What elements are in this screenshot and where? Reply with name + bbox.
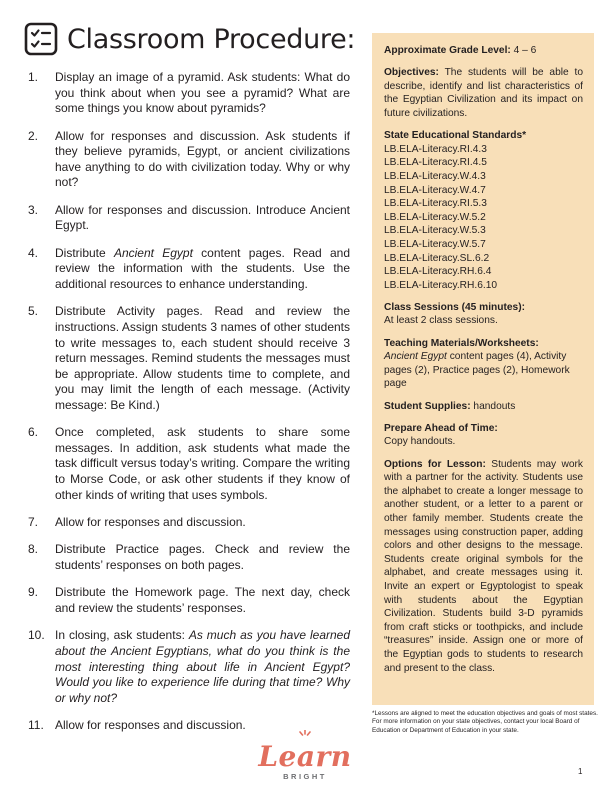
standard-item: LB.ELA-Literacy.W.5.3 [384,225,486,237]
standards-footnote: *Lessons are aligned to meet the education objectives and goals of most states. For more information on your state objectives, contact your local Board of Education or Department of Education in your state. [372,710,598,734]
standard-item: LB.ELA-Literacy.W.4.3 [384,170,486,182]
step-text: Allow for responses and discussion. Ask students if they believe pyramids, Egypt, or ancient civilizations have anything to do with civilization today. Why or why not? [55,128,350,190]
emphasis-text: As much as you have learned about the Ancient Egyptians, what do you think is the most interesting thing about life in Ancient Egypt? Would you like to experience life during that time? Why or why not? [55,628,351,705]
step-number: 7. [28,515,39,530]
standards-list [384,143,583,293]
step-text: Allow for responses and discussion. [55,718,246,733]
grade-level [384,44,583,58]
standard-item: LB.ELA-Literacy.RI.4.5 [384,157,487,169]
objectives-text: The students will be able to describe, identify and list characteristics of the Egyptian Civilization and its impact on future civilizations. [384,67,583,119]
class-sessions-text: At least 2 class sessions. [384,315,498,327]
student-supplies [384,400,583,414]
student-supplies-text: handouts [470,400,516,412]
standard-item: LB.ELA-Literacy.W.5.2 [384,211,486,223]
logo-word: Learn [258,740,352,773]
page-title: Classroom Procedure: [67,23,356,55]
emphasis-text: Ancient Egypt [113,245,193,260]
prepare-ahead-label: Prepare Ahead of Time: [384,422,498,434]
learn-bright-logo [255,734,355,784]
list-item [28,304,350,413]
lesson-options [384,458,583,676]
list-item [28,129,350,191]
prepare-ahead-text: Copy handouts. [384,436,456,448]
step-text: Allow for responses and discussion. [55,515,246,530]
lesson-options-text: Students may work with a partner for the activity. Students use the alphabet to create a longer message to another student, or a letter to a parent or other family member. Students create the messages using construction paper, adding colors and other designs to the message. Students create original symbols for the alphabet, and create messages using it. Invite an expert or Egyptologist to speak with students about the Egyptian Civilization. Students build 3-D pyramids from craft sticks or toothpicks, and include “treasures” inside. Assign one or more of the Egyptian gods to students to research and present to the class. [384,458,583,674]
step-text: Display an image of a pyramid. Ask students: What do you think about when you see a pyramid? What are some things you know about pyramids? [55,70,350,116]
step-text: Distribute Practice pages. Check and review the students’ responses on both pages. [55,542,350,573]
standard-item: LB.ELA-Literacy.RI.4.3 [384,143,487,155]
teaching-materials-text: Ancient Egypt content pages (4), Activity pages (2), Practice pages (2), Homework page [384,351,570,390]
objectives-label: Objectives: [384,67,439,79]
teaching-materials-label: Teaching Materials/Worksheets: [384,337,539,349]
step-text: Once completed, ask students to share some messages. In addition, ask students what made the task difficult versus today’s writing. Compare the writing to Morse Code, or ask other students if they know of other kinds of writing that uses symbols. [55,425,350,502]
standards [384,129,583,292]
standards-label: State Educational Standards* [384,130,527,142]
standard-item: LB.ELA-Literacy.RH.6.4 [384,266,492,278]
step-text: Distribute Ancient Egypt content pages. Read and review the information with the students. Use the additional resources to enhance understanding. [55,245,350,291]
step-text: Distribute the Homework page. The next day, check and review the students’ responses. [55,585,350,615]
page-number: 1 [578,767,583,776]
step-number: 10. [28,628,45,643]
step-number: 4. [28,245,39,260]
step-text: In closing, ask students: As much as you have learned about the Ancient Egyptians, what do you think is the most interesting thing about life in Ancient Egypt? Would you like to experience life during that time? Why or why not? [55,628,351,705]
step-number: 3. [28,202,39,217]
list-item [28,542,350,573]
standard-item: LB.ELA-Literacy.SL.6.2 [384,252,490,264]
emphasis-text: Ancient Egypt [384,351,447,363]
page-header [24,22,355,56]
standard-item: LB.ELA-Literacy.W.5.7 [384,238,486,250]
grade-level-label: Approximate Grade Level: [384,45,511,56]
list-item [28,515,350,531]
objectives [384,66,583,120]
lesson-info-sidebar [372,33,594,705]
step-text: Distribute Activity pages. Read and review the instructions. Assign students 3 names of other students to write messages to, each student should receive 3 return messages. Remind students the messages must be appropriate. Allow students time to complete, and you may limit the length of each message. (Activity message: Be Kind.) [55,304,350,412]
list-item [28,425,350,503]
step-number: 8. [28,542,39,557]
list-item [28,628,350,706]
procedure-list [28,70,350,746]
teaching-materials [384,337,583,391]
standard-item: LB.ELA-Literacy.W.4.7 [384,184,486,196]
step-number: 2. [28,128,39,143]
prepare-ahead [384,422,583,449]
list-item [28,70,350,117]
standard-item: LB.ELA-Literacy.RI.5.3 [384,198,487,210]
step-number: 11. [28,718,44,733]
student-supplies-label: Student Supplies: [384,400,471,412]
class-sessions [384,301,583,328]
grade-level-value: 4 – 6 [510,45,537,56]
class-sessions-label: Class Sessions (45 minutes): [384,301,525,313]
step-number: 5. [28,304,39,319]
list-item [28,203,350,234]
step-number: 1. [28,70,39,84]
standard-item: LB.ELA-Literacy.RH.6.10 [384,279,498,291]
lesson-options-label: Options for Lesson: [384,458,486,470]
list-item [28,585,350,616]
list-item [28,246,350,293]
step-number: 6. [28,425,39,440]
logo-subtitle: BRIGHT [283,772,327,781]
step-text: Allow for responses and discussion. Introduce Ancient Egypt. [55,202,350,233]
checklist-icon [24,22,58,56]
step-number: 9. [28,585,39,600]
